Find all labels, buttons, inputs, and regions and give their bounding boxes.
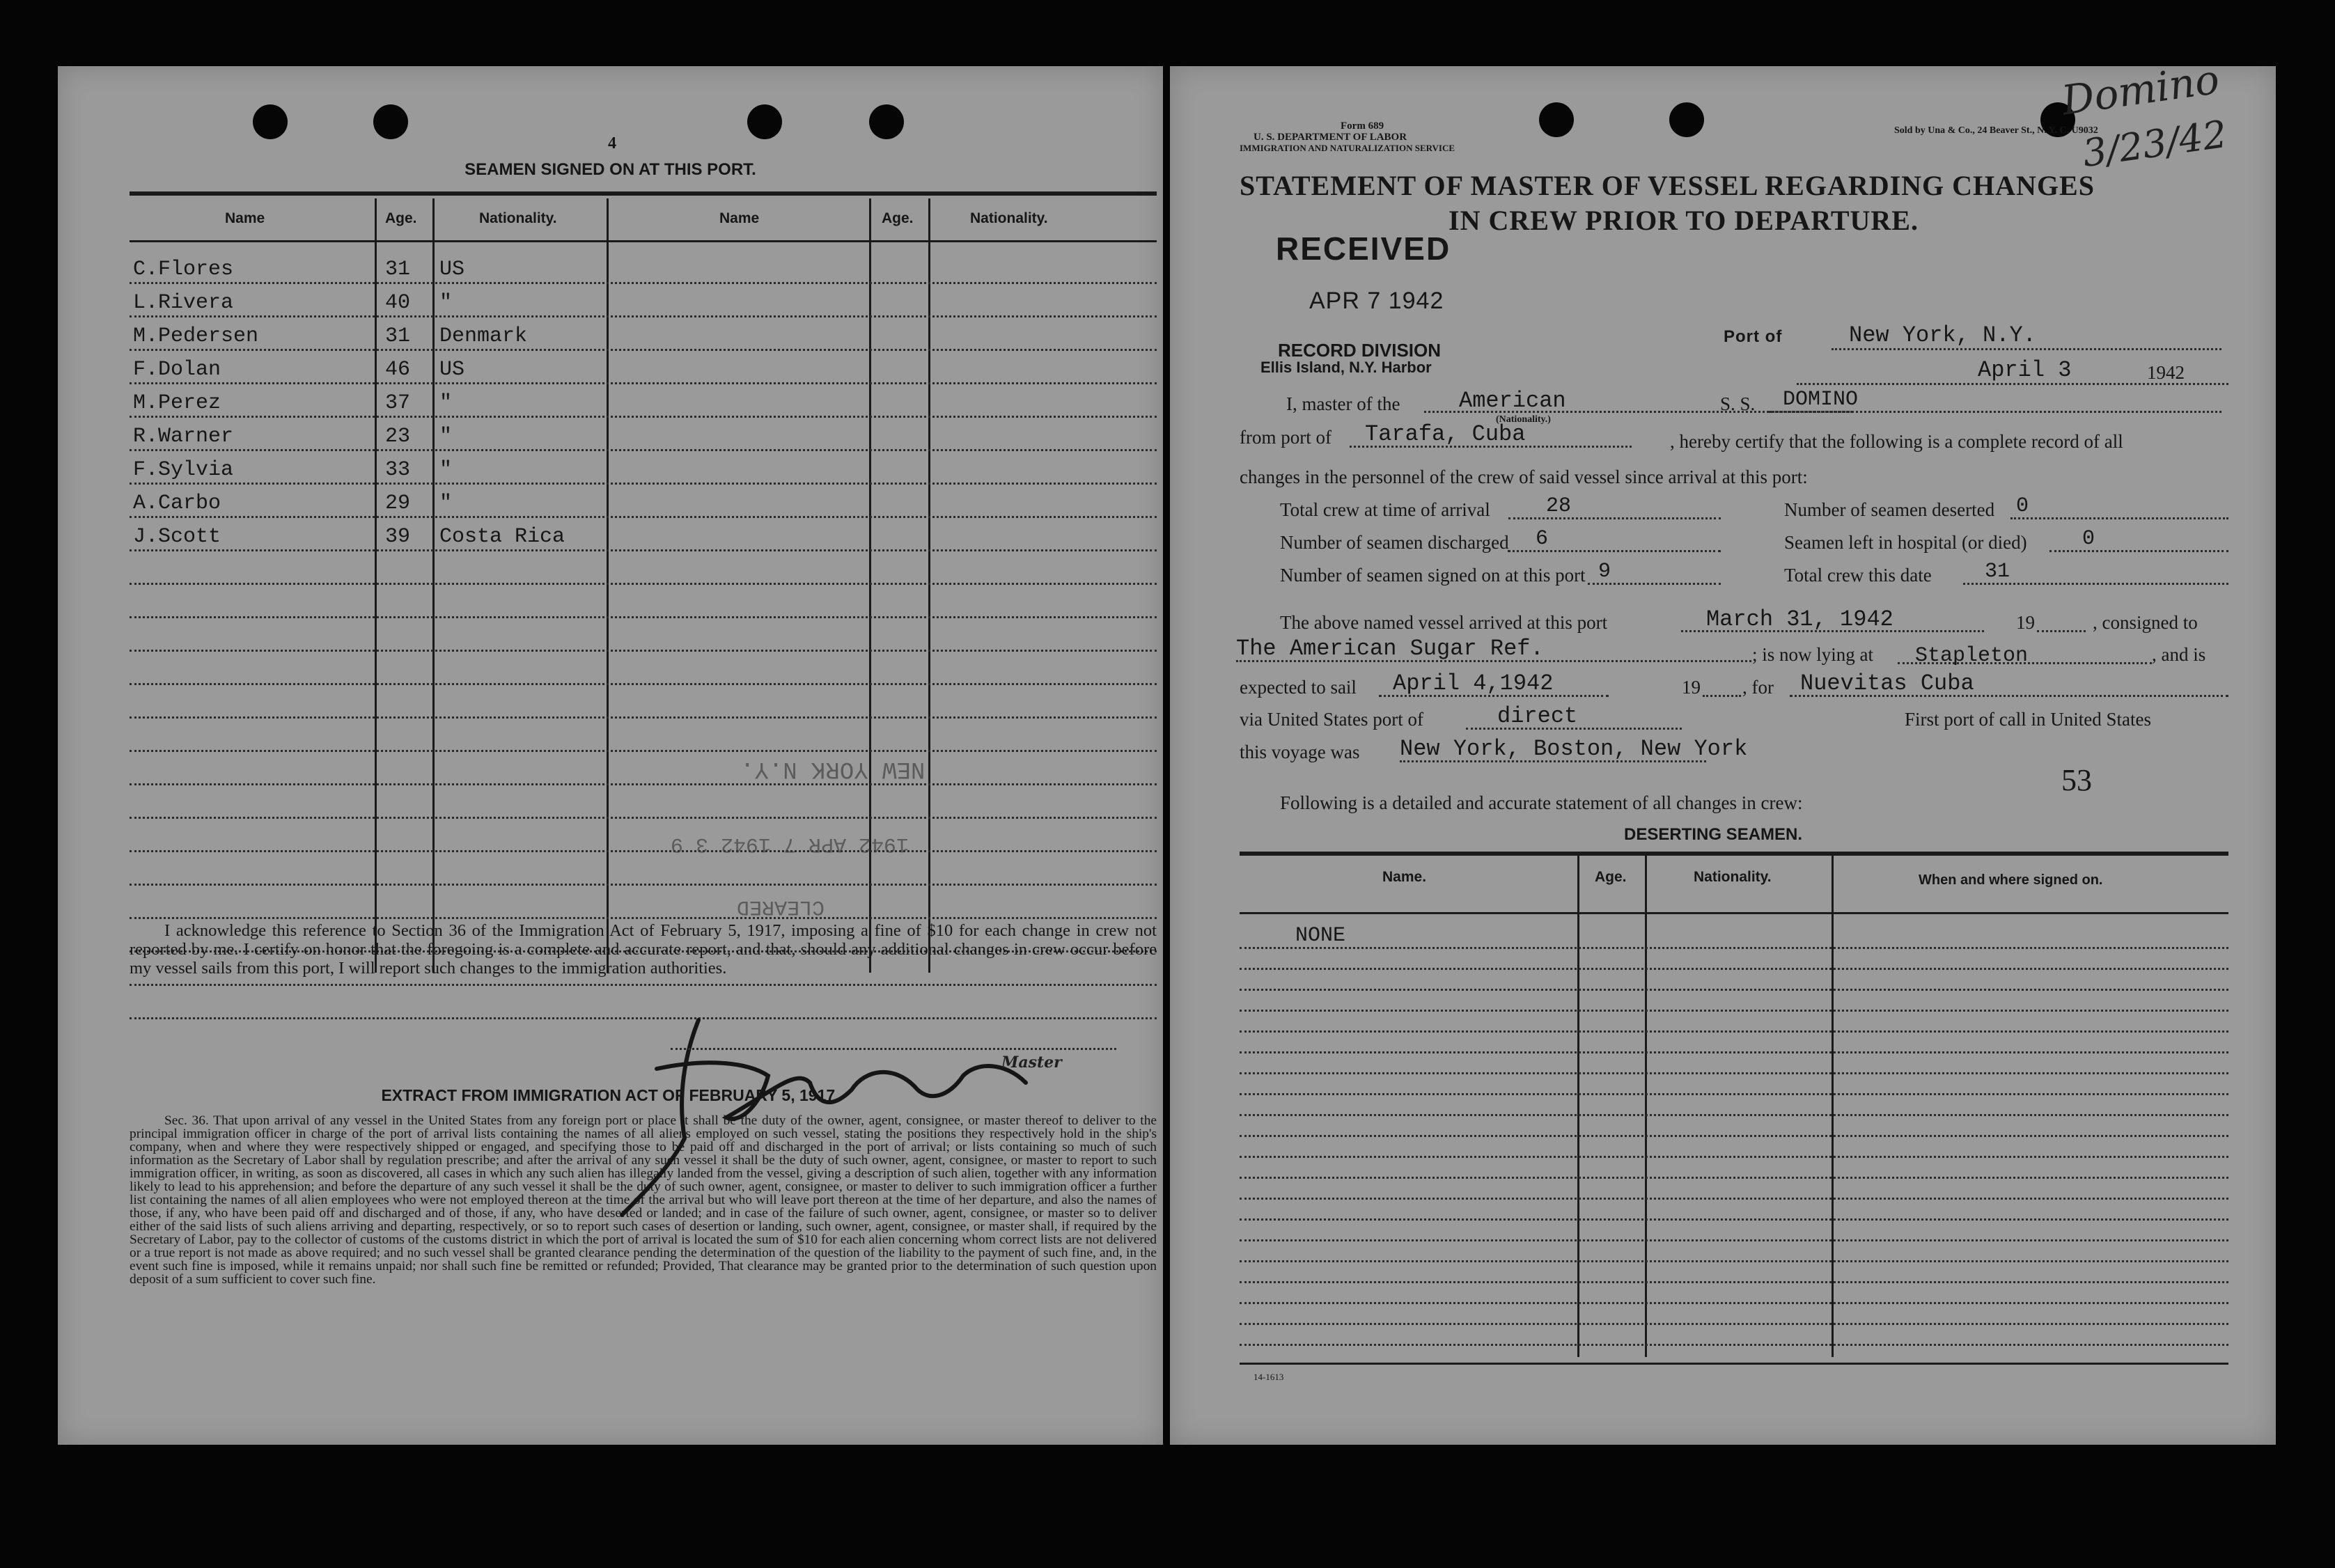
ss-label: S. S. — [1720, 393, 1756, 414]
master-signature-line — [671, 1048, 1116, 1050]
desert-row-line — [1240, 947, 2228, 949]
total-today-value: 31 — [1985, 560, 2010, 583]
crew-name: J.Scott — [133, 525, 221, 549]
record-division: RECORD DIVISION — [1278, 340, 1442, 361]
signed-on-value: 9 — [1598, 560, 1611, 583]
crew-nationality: " — [439, 291, 453, 315]
deserted-value: 0 — [2016, 494, 2029, 518]
crew-name: A.Carbo — [133, 492, 221, 515]
punch-hole — [373, 104, 408, 139]
total-arrival-line — [1508, 517, 1721, 519]
department: U. S. DEPARTMENT OF LABOR — [1254, 132, 1407, 143]
nineteen-1-line — [2037, 630, 2086, 632]
crew-age: 31 — [385, 324, 411, 348]
extract-title: EXTRACT FROM IMMIGRATION ACT OF FEBRUARY 5, 1917. — [381, 1086, 840, 1104]
desert-table-header-rule — [1240, 912, 2228, 914]
clearance-stamp-date: 1942 APR 7 1942 3 9 — [671, 832, 909, 856]
desert-row-line — [1240, 1302, 2228, 1304]
desert-row-line — [1240, 1114, 2228, 1116]
col-divider — [375, 198, 377, 973]
desert-first-value: NONE — [1295, 924, 1346, 948]
ship-name: DOMINO — [1783, 388, 1859, 411]
deserting-title: DESERTING SEAMEN. — [1624, 825, 1803, 844]
desert-row-line — [1240, 1135, 2228, 1137]
col-divider — [869, 198, 871, 973]
col-header-name-2: Name — [719, 210, 760, 226]
signed-on-label: Number of seamen signed on at this port — [1280, 565, 1586, 586]
row-line — [130, 817, 1157, 819]
row-line — [130, 984, 1157, 986]
col-header-age: Age. — [385, 210, 417, 226]
desert-col-when-where: When and where signed on. — [1919, 872, 2103, 888]
master-of-label: I, master of the — [1286, 393, 1400, 414]
desert-row-line — [1240, 1010, 2228, 1012]
nationality-value: American — [1459, 388, 1566, 414]
row-line — [130, 416, 1157, 418]
desert-row-line — [1240, 968, 2228, 970]
desert-row-line — [1240, 1239, 2228, 1241]
crew-age: 23 — [385, 425, 411, 448]
expected-label: expected to sail — [1240, 677, 1357, 698]
row-line — [130, 315, 1157, 317]
crew-nationality: US — [439, 258, 465, 281]
crew-name: M.Perez — [133, 391, 221, 415]
crew-age: 46 — [385, 358, 411, 382]
row-line — [130, 917, 1157, 919]
via-label: via United States port of — [1240, 709, 1423, 730]
consignee-line — [1236, 660, 1751, 662]
destination-value: Nuevitas Cuba — [1800, 671, 1974, 696]
hospital-value: 0 — [2082, 527, 2095, 551]
row-line — [130, 750, 1157, 752]
desert-row-line — [1240, 1156, 2228, 1158]
desert-row-line — [1240, 1323, 2228, 1325]
row-line — [130, 516, 1157, 518]
total-today-label: Total crew this date — [1784, 565, 1932, 586]
date-value: April 3 — [1978, 357, 2072, 383]
crew-age: 37 — [385, 391, 411, 415]
crew-name: F.Dolan — [133, 358, 221, 382]
crew-nationality: Denmark — [439, 324, 528, 348]
ellis-island: Ellis Island, N.Y. Harbor — [1260, 359, 1432, 376]
certify-text: , hereby certify that the following is a complete record of all — [1670, 431, 2123, 452]
footer-code: 14-1613 — [1254, 1372, 1284, 1382]
handwritten-ship-name: Domino — [2059, 55, 2222, 125]
col-header-age-2: Age. — [882, 210, 914, 226]
punch-hole — [869, 104, 904, 139]
first-port-label: First port of call in United States — [1905, 709, 2151, 730]
crew-nationality: Costa Rica — [439, 525, 565, 549]
nineteen-1: 19 — [2016, 612, 2035, 633]
punch-hole — [1669, 102, 1704, 137]
from-port-value: Tarafa, Cuba — [1365, 421, 1526, 447]
desert-col-name: Name. — [1382, 869, 1427, 885]
table-top-rule — [130, 191, 1157, 196]
row-line — [130, 483, 1157, 485]
crew-age: 29 — [385, 492, 411, 515]
crew-nationality: US — [439, 358, 465, 382]
row-line — [130, 583, 1157, 585]
row-line — [130, 783, 1157, 785]
master-label: Master — [1001, 1053, 1062, 1072]
table-header-rule — [130, 240, 1157, 242]
desert-table-bottom-rule — [1240, 1363, 2228, 1365]
table-title: SEAMEN SIGNED ON AT THIS PORT. — [464, 160, 756, 179]
desert-row-line — [1240, 1281, 2228, 1283]
row-line — [130, 449, 1157, 451]
acknowledgement-text: I acknowledge this reference to Section 36 of the Immigration Act of February 5, 1917, imposing a fine of $10 for each change in crew not reported by me. I certify on honor that the foregoing is a complete and accurate report, and that, should any additional changes in crew occur before my vessel sails from this port, I will report such changes to the immigration authorities. — [130, 921, 1157, 978]
row-line — [130, 549, 1157, 551]
row-line — [130, 716, 1157, 719]
sail-value: April 4,1942 — [1393, 671, 1554, 696]
crew-name: L.Rivera — [133, 291, 234, 315]
desert-col-nationality: Nationality. — [1694, 869, 1772, 885]
desert-row-line — [1240, 1093, 2228, 1095]
port-of-line — [1832, 348, 2221, 350]
discharged-label: Number of seamen discharged — [1280, 532, 1509, 553]
port-of-value: New York, N.Y. — [1849, 322, 2036, 348]
desert-row-line — [1240, 1072, 2228, 1074]
total-arrival-label: Total crew at time of arrival — [1280, 499, 1490, 520]
lying-label: ; is now lying at — [1752, 644, 1873, 665]
from-port-label: from port of — [1240, 427, 1332, 448]
clearance-stamp-line: NEW YORK N.Y. — [740, 755, 926, 782]
consignee-value: The American Sugar Ref. — [1236, 636, 1544, 661]
extract-text: Sec. 36. That upon arrival of any vessel in the United States from any foreign port or place it shall be the duty of the owner, agent, consignee, or master thereof to deliver to the principal immigration officer in charge of the port of arrival lists containing the names of all aliens employed on such vessel, stating the positions they respectively hold in the ship's company, when and where they were respectively shipped or engaged, and specifying those to be paid off and discharged in the port of arrival; or lists containing so much of such information as the Secretary of Labor shall by regulation prescribe; and after the arrival of any such vessel it shall be the duty of such owner, agent, consignee, or master to report to such immigration officer, in writing, as soon as discovered, all cases in which any such alien has illegally landed from the vessel, giving a description of such alien, together with any information likely to lead to his apprehension; and before the departure of any such vessel it shall be the duty of such owner, agent, consignee, or master to deliver to such immigration officer a further list containing the names of all alien employees who were not employed thereon at the time of the arrival but who will leave port thereon at the time of her departure, and also the names of those, if any, who have been paid off and discharged and of those, if any, who have deserted or landed; and in case of the failure of such owner, agent, consignee, or master so to deliver either of the said lists of such aliens arriving and departing, respectively, or so to report such cases of desertion or landing, such owner, agent, consignee, or master shall, if required by the Secretary of Labor, pay to the collector of customs of the customs district in which the port of arrival is located the sum of $10 for each alien concerning whom correct lists are not delivered or a true report is not made as above required; and no such vessel shall be granted clearance pending the determination of the question of the liability to the payment of such fine, and, in the event such fine is imposed, while it remains unpaid; nor shall such fine be remitted or refunded; Provided, That clearance may be granted prior to the determination of such question upon deposit of a sum sufficient to cover such fine. — [130, 1113, 1157, 1287]
row-line — [130, 683, 1157, 685]
crew-name: R.Warner — [133, 425, 234, 448]
sold-by: Sold by Una & Co., 24 Beaver St., N. Y. C. U9032 — [1894, 125, 2098, 136]
total-arrival-value: 28 — [1546, 494, 1572, 518]
for-label: , for — [1742, 677, 1774, 698]
right-page — [1170, 55, 2276, 1445]
row-line — [130, 616, 1157, 618]
row-line — [130, 282, 1157, 284]
crew-age: 40 — [385, 291, 411, 315]
consigned-label: , consigned to — [2093, 612, 2198, 633]
row-line — [130, 650, 1157, 652]
desert-row-line — [1240, 1030, 2228, 1033]
desert-row-line — [1240, 1198, 2228, 1200]
form-number: Form 689 — [1341, 120, 1384, 132]
year-value: 1942 — [2147, 362, 2185, 383]
received-stamp: RECEIVED — [1276, 230, 1451, 267]
desert-row-line — [1240, 1218, 2228, 1221]
received-date: APR 7 1942 — [1309, 288, 1444, 314]
service: IMMIGRATION AND NATURALIZATION SERVICE — [1240, 143, 1455, 153]
desert-row-line — [1240, 1260, 2228, 1262]
voyage-label: this voyage was — [1240, 742, 1360, 762]
crew-age: 33 — [385, 458, 411, 482]
col-divider — [607, 198, 609, 973]
crew-nationality: " — [439, 391, 453, 415]
discharged-value: 6 — [1536, 527, 1549, 551]
page-number: 4 — [608, 134, 616, 152]
arrived-label: The above named vessel arrived at this port — [1280, 612, 1608, 633]
and-is-label: , and is — [2152, 644, 2206, 665]
hospital-label: Seamen left in hospital (or died) — [1784, 532, 2027, 553]
col-divider — [432, 198, 435, 973]
punch-hole — [253, 104, 288, 139]
crew-name: M.Pedersen — [133, 324, 259, 348]
handwritten-date: 3/23/42 — [2079, 111, 2230, 176]
crew-nationality: " — [439, 492, 453, 515]
nineteen-2: 19 — [1682, 677, 1701, 698]
port-of-label: Port of — [1724, 327, 1783, 346]
row-line — [130, 382, 1157, 384]
following-text: Following is a detailed and accurate statement of all changes in crew: — [1280, 792, 1803, 813]
crew-age: 39 — [385, 525, 411, 549]
punch-hole — [747, 104, 782, 139]
changes-text: changes in the personnel of the crew of said vessel since arrival at this port: — [1240, 467, 1808, 487]
via-value: direct — [1497, 703, 1578, 729]
col-header-nationality: Nationality. — [479, 210, 557, 226]
row-line — [130, 884, 1157, 886]
crew-age: 31 — [385, 258, 411, 281]
lying-value: Stapleton — [1915, 644, 2029, 668]
crew-nationality: " — [439, 458, 453, 482]
deserted-line — [2010, 517, 2228, 519]
form-title-line1: STATEMENT OF MASTER OF VESSEL REGARDING CHANGES — [1240, 170, 2095, 201]
hospital-line — [2049, 550, 2228, 552]
col-divider — [928, 198, 930, 973]
nationality-sub: (Nationality.) — [1496, 414, 1551, 425]
deserted-label: Number of seamen deserted — [1784, 499, 1995, 520]
voyage-value: New York, Boston, New York — [1400, 736, 1748, 762]
sheet-number: 53 — [2061, 763, 2092, 797]
desert-row-line — [1240, 1051, 2228, 1053]
desert-table-top-rule — [1240, 852, 2228, 856]
desert-row-line — [1240, 1344, 2228, 1346]
left-page — [58, 66, 1163, 1445]
arrived-value: March 31, 1942 — [1706, 606, 1893, 632]
clearance-stamp-label: CLEARED — [737, 895, 825, 918]
punch-hole — [1539, 102, 1574, 137]
crew-nationality: " — [439, 425, 453, 448]
desert-col-age: Age. — [1595, 869, 1627, 885]
col-header-nationality-2: Nationality. — [970, 210, 1048, 226]
form-title-line2: IN CREW PRIOR TO DEPARTURE. — [1448, 205, 1919, 236]
desert-row-line — [1240, 989, 2228, 991]
crew-name: C.Flores — [133, 258, 234, 281]
row-line — [130, 850, 1157, 852]
nineteen-2-line — [1703, 695, 1741, 697]
row-line — [130, 349, 1157, 351]
crew-name: F.Sylvia — [133, 458, 234, 482]
desert-row-line — [1240, 1177, 2228, 1179]
col-header-name: Name — [225, 210, 265, 226]
